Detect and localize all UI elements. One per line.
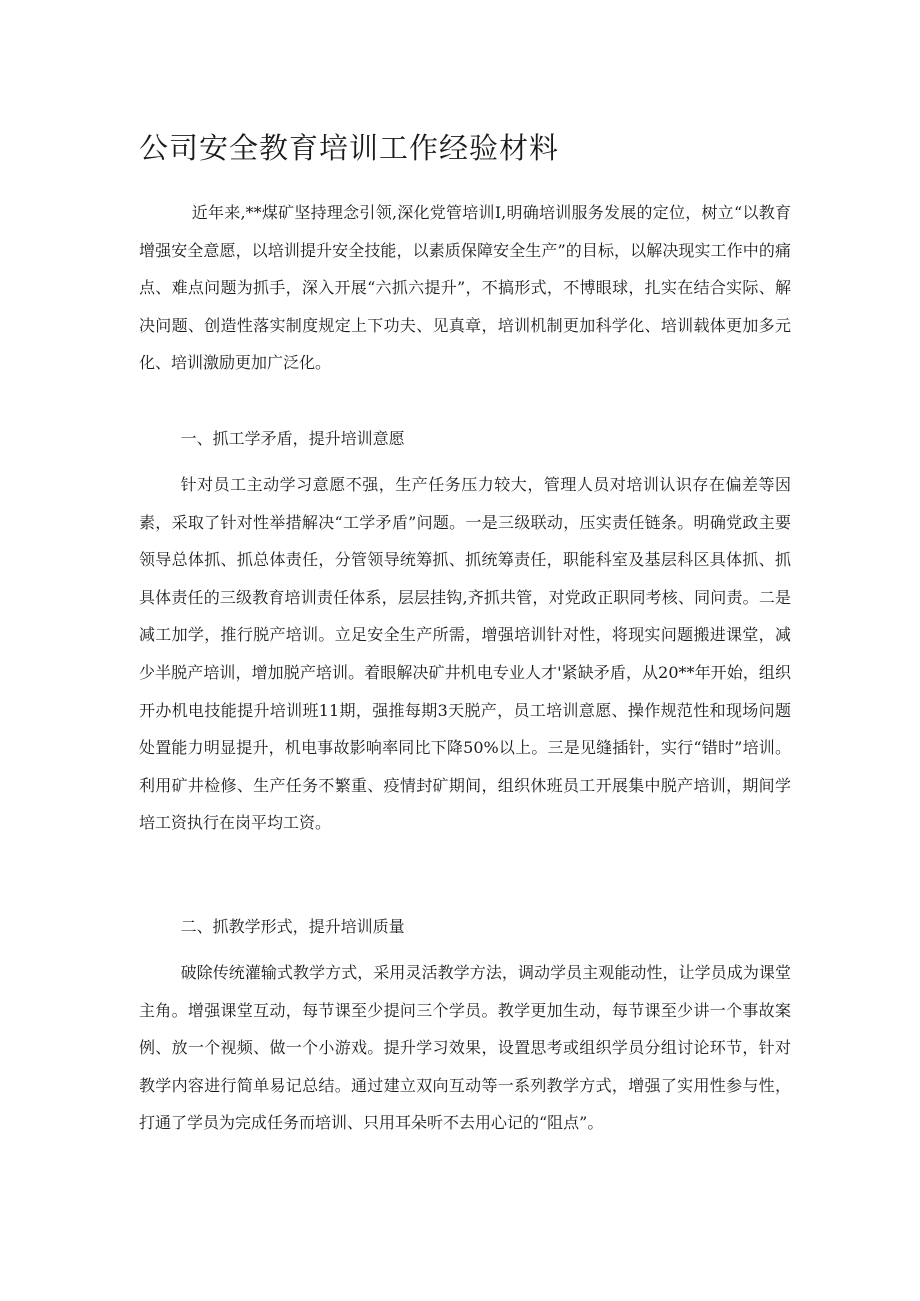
section-body-2: 破除传统灌输式教学方式，采用灵活教学方法，调动学员主观能动性，让学员成为课堂主角。增强课堂互动，每节课至少提问三个学员。教学更加生动，每节课至少讲一个事故案例、放一个视频、做一个小游戏。提升学习效果，设置思考或组织学员分组讨论环节，针对教学内容进行简单易记总结。通过建立双向互动等一系列教学方式，增强了实用性参与性，打通了学员为完成任务而培训、只用耳朵听不去用心记的“阻点”。: [139, 963, 791, 1133]
section-heading-1: 一、抓工学矛盾，提升培训意愿: [180, 429, 405, 448]
section-heading-2: 二、抓教学形式，提升培训质量: [180, 917, 405, 936]
document-title: 公司安全教育培训工作经验材料: [139, 131, 560, 165]
section-body-1: 针对员工主动学习意愿不强，生产任务压力较大，管理人员对培训认识存在偏差等因素，采取了针对性举措解决“工学矛盾”问题。一是三级联动，压实责任链条。明确党政主要领导总体抓、抓总体责任，分管领导统筹抓、抓统筹责任，职能科室及基层科区具体抓、抓具体责任的三级教育培训责任体系，层层挂钩,齐抓共管，对党政正职同考核、同问责。二是减工加学，推行脱产培训。立足安全生产所需，增强培训针对性，将现实问题搬进课堂，减少半脱产培训，增加脱产培训。着眼解决矿井机电专业人才'紧缺矛盾，从20**年开始，组织开办机电技能提升培训班11期，强推每期3天脱产，员工培训意愿、操作规范性和现场问题处置能力明显提升，机电事故影响率同比下降50%以上。三是见缝插针，实行“错时”培训。利用矿井检修、生产任务不繁重、疫情封矿期间，组织休班员工开展集中脱产培训，期间学培工资执行在岗平均工资。: [139, 475, 791, 833]
intro-paragraph: 近年来,**煤矿坚持理念引领,深化党管培训I,明确培训服务发展的定位，树立“以教育增强安全意愿，以培训提升安全技能，以素质保障安全生产”的目标，以解决现实工作中的痛点、难点问题为抓手，深入开展“六抓六提升”，不搞形式，不博眼球，扎实在结合实际、解决问题、创造性落实制度规定上下功夫、见真章，培训机制更加科学化、培训载体更加多元化、培训激励更加广泛化。: [139, 203, 791, 373]
